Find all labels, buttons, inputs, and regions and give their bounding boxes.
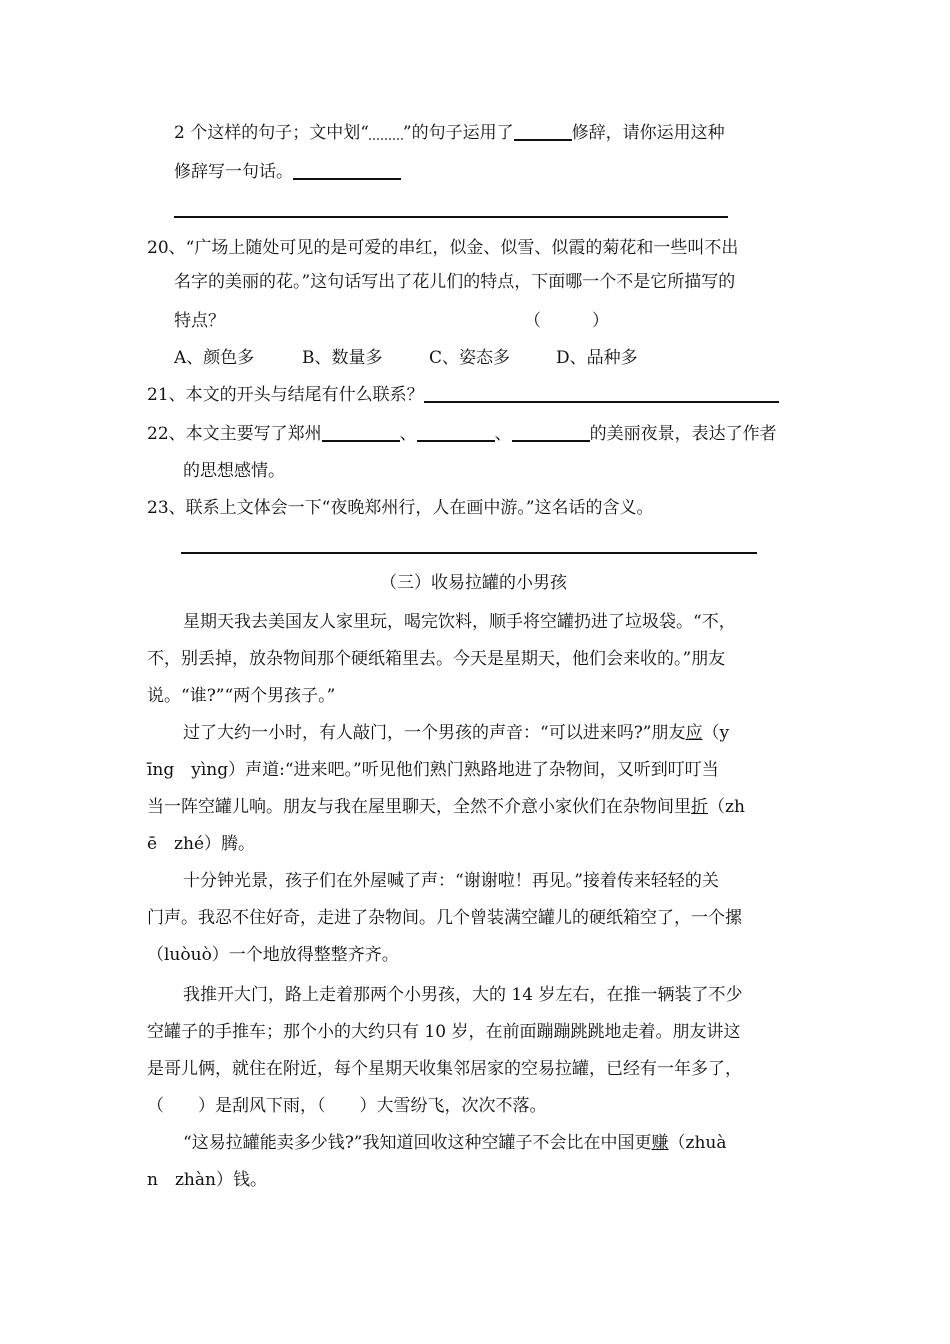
q23-line: 23、联系上文体会一下“夜晚郑州行，人在画中游。”这名话的含义。 <box>147 498 654 518</box>
p5-line2: n zhàn）钱。 <box>147 1170 267 1190</box>
p5-line1: “这易拉罐能卖多少钱?”我知道回收这种空罐子不会比在中国更赚（zhuà <box>183 1133 727 1153</box>
p2-line1: 过了大约一小时，有人敲门，一个男孩的声音：“可以进来吗?”朋友应（y <box>183 723 730 743</box>
q20-line1: 20、“广场上随处可见的是可爱的串红，似金、似雪、似霞的菊花和一些叫不出 <box>147 238 739 258</box>
p2-line4: ē zhé）腾。 <box>147 834 256 854</box>
p4-line4: （ ）是刮风下雨，（ ）大雪纷飞，次次不落。 <box>147 1096 547 1116</box>
q19-line2: 修辞写一句话。 <box>174 160 401 184</box>
p4-line2: 空罐子的手推车；那个小的大约只有 10 岁，在前面蹦蹦跳跳地走着。朋友讲这 <box>147 1022 741 1042</box>
q20-option-a: A、颜色多 <box>174 348 255 368</box>
answer-blank-sentence[interactable] <box>293 160 401 180</box>
answer-blank-q22-3[interactable] <box>512 422 590 442</box>
p1-line3: 说。“谁?”“两个男孩子。” <box>147 686 336 706</box>
q22-line1: 22、本文主要写了郑州 、 、 的美丽夜景，表达了作者 <box>147 424 777 444</box>
p3-line1: 十分钟光景，孩子们在外屋喊了声：“谢谢啦！再见。”接着传来轻轻的关 <box>183 871 719 891</box>
q20-option-b: B、数量多 <box>302 348 383 368</box>
answer-blank-q22-1[interactable] <box>322 422 400 442</box>
p3-line3: （luòuò）一个地放得整整齐齐。 <box>147 945 399 965</box>
p1-line2: 不，别丢掉，放杂物间那个硬纸箱里去。今天是星期天，他们会来收的。”朋友 <box>147 649 726 669</box>
q21-line: 21、本文的开头与结尾有什么联系？ <box>147 383 779 407</box>
p2-line2: īng yìng）声道:“进来吧。”听见他们熟门熟路地进了杂物间，又听到叮叮当 <box>147 760 719 780</box>
wavy-underline-sample <box>369 122 403 140</box>
section-title: （三）收易拉罐的小男孩 <box>380 573 567 593</box>
q20-option-d: D、品种多 <box>556 348 638 368</box>
p4-line3: 是哥儿俩，就住在附近，每个星期天收集邻居家的空易拉罐，已经有一年多了， <box>147 1059 742 1079</box>
q20-line2: 名字的美丽的花。”这句话写出了花儿们的特点，下面哪一个不是它所描写的 <box>174 272 736 292</box>
answer-blank-rhetoric[interactable] <box>514 121 572 141</box>
q20-line3: 特点？ <box>174 311 225 331</box>
p3-line2: 门声。我忍不住好奇，走进了杂物间。几个曾装满空罐儿的硬纸箱空了，一个摞 <box>147 908 742 928</box>
answer-line-q23[interactable] <box>181 552 757 554</box>
p1-line1: 星期天我去美国友人家里玩，喝完饮料，顺手将空罐扔进了垃圾袋。“不， <box>183 612 736 632</box>
p4-line1: 我推开大门，路上走着那两个小男孩，大的 14 岁左右，在推一辆装了不少 <box>183 985 743 1005</box>
p2-line3: 当一阵空罐儿响。朋友与我在屋里聊天，全然不介意小家伙们在杂物间里折（zh <box>147 797 745 817</box>
answer-line-q19[interactable] <box>174 216 728 218</box>
answer-blank-q21[interactable] <box>424 383 779 403</box>
q20-answer-paren[interactable]: （ ） <box>524 311 609 331</box>
q22-line2: 的思想感情。 <box>183 461 285 481</box>
answer-blank-q22-2[interactable] <box>417 422 495 442</box>
q19-line1: 2 个这样的句子；文中划“ ”的句子运用了 修辞，请你运用这种 <box>174 123 725 143</box>
q20-option-c: C、姿态多 <box>429 348 511 368</box>
